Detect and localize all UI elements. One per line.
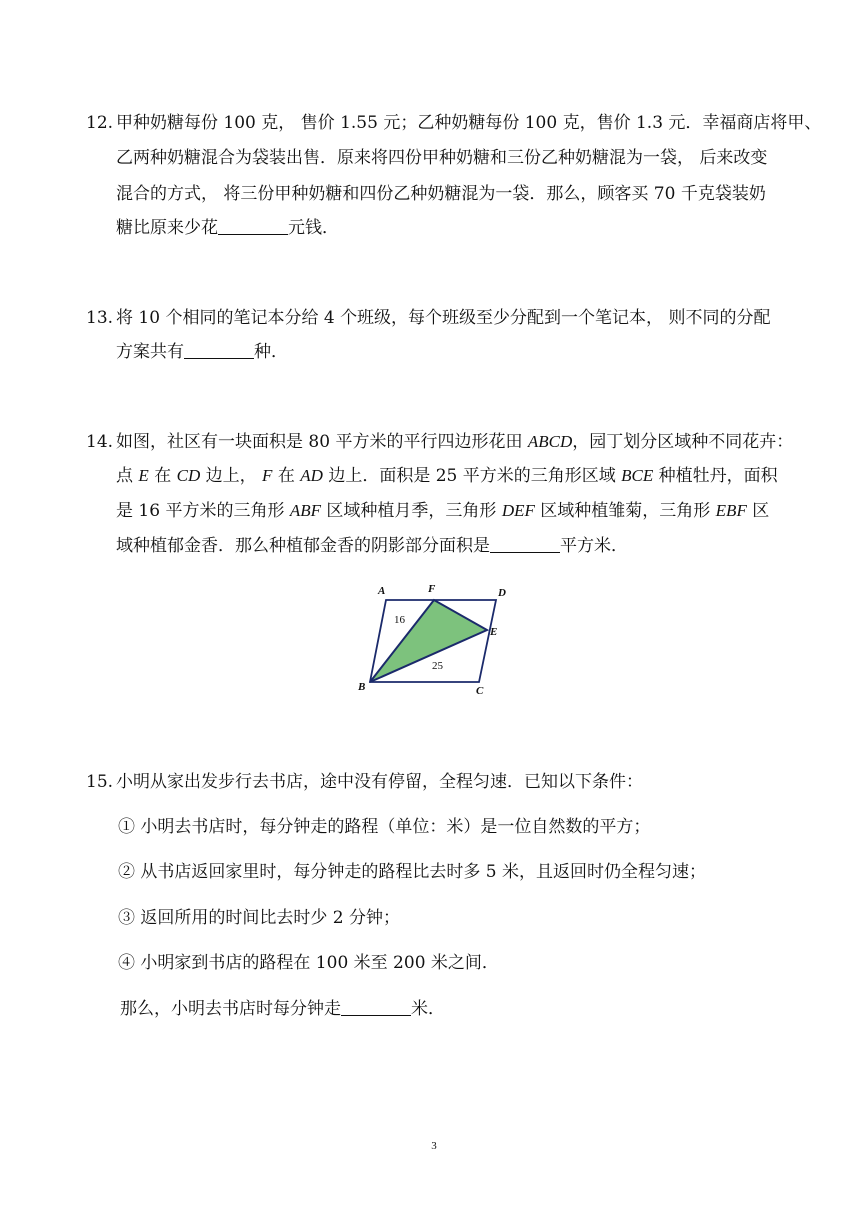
- text-fragment: 如图，社区有一块面积是 80 平方米的平行四边形花田: [116, 432, 528, 452]
- text-fragment: 域种植郁金香．那么种植郁金香的阴影部分面积是: [116, 536, 490, 556]
- condition-item: ② 从书店返回家里时，每分钟走的路程比去时多 5 米，且返回时仍全程匀速；: [118, 862, 707, 882]
- question-text-line: [116, 430, 793, 454]
- question-number: 14.: [86, 432, 114, 452]
- math-label: EBF: [715, 501, 747, 520]
- shaded-triangle-bef: [370, 600, 487, 682]
- text-fragment: 边上，: [200, 466, 263, 486]
- question-text-line: [116, 216, 339, 240]
- text-fragment: 边上．面积是 25 平方米的三角形区域: [322, 466, 622, 486]
- text-fragment: 方案共有: [116, 342, 184, 362]
- vertex-label-f: F: [428, 583, 436, 595]
- text-fragment: 区域种植雏菊，三角形: [534, 501, 716, 521]
- math-label: E: [138, 466, 149, 485]
- question-text-line: 乙两种奶糖混合为袋装出售．原来将四份甲种奶糖和三份乙种奶糖混为一袋， 后来改变: [116, 148, 768, 168]
- question-text-line: [116, 340, 288, 364]
- math-label: ABF: [289, 501, 321, 520]
- text-fragment: 米．: [411, 999, 445, 1019]
- answer-blank[interactable]: [184, 340, 254, 359]
- text-fragment: 元钱．: [288, 218, 339, 238]
- math-label: BCE: [621, 466, 654, 485]
- page-number: 3: [431, 1140, 437, 1152]
- question-text-line: [120, 997, 445, 1021]
- vertex-label-a: A: [378, 585, 386, 597]
- answer-blank[interactable]: [341, 997, 411, 1016]
- text-fragment: 种．: [254, 342, 288, 362]
- text-fragment: 区: [746, 501, 770, 521]
- text-fragment: ，园丁划分区域种不同花卉：: [572, 432, 794, 452]
- text-fragment: 种植牡丹，面积: [653, 466, 778, 486]
- parallelogram-diagram: [352, 578, 522, 700]
- text-fragment: 平方米．: [560, 536, 628, 556]
- text-fragment: 是 16 平方米的三角形: [116, 501, 290, 521]
- answer-blank[interactable]: [218, 216, 288, 235]
- question-text-line: 小明从家出发步行去书店，途中没有停留，全程匀速．已知以下条件：: [116, 772, 643, 792]
- text-fragment: 那么，小明去书店时每分钟走: [120, 999, 341, 1019]
- answer-blank[interactable]: [490, 534, 560, 553]
- condition-item: ③ 返回所用的时间比去时少 2 分钟；: [118, 908, 401, 928]
- math-label: DEF: [501, 501, 535, 520]
- question-text-line: 甲种奶糖每份 100 克， 售价 1.55 元；乙种奶糖每份 100 克，售价 1.3 元．幸福商店将甲、: [116, 113, 822, 133]
- math-label: ABCD: [527, 432, 573, 451]
- text-fragment: 糖比原来少花: [116, 218, 218, 238]
- question-text-line: [116, 499, 769, 523]
- text-fragment: 区域种植月季，三角形: [321, 501, 502, 521]
- area-label-abf: 16: [394, 614, 405, 626]
- condition-item: ① 小明去书店时，每分钟走的路程（单位：米）是一位自然数的平方；: [118, 817, 651, 837]
- math-label: F: [262, 466, 273, 485]
- text-fragment: 在: [148, 466, 177, 486]
- parallelogram-figure: [352, 578, 522, 700]
- question-text-line: 将 10 个相同的笔记本分给 4 个班级，每个班级至少分配到一个笔记本， 则不同的分配: [116, 308, 771, 328]
- question-number: 13.: [86, 308, 114, 328]
- vertex-label-e: E: [490, 626, 498, 638]
- question-number: 15.: [86, 772, 114, 792]
- math-label: AD: [300, 466, 323, 485]
- text-fragment: 点: [116, 466, 139, 486]
- vertex-label-b: B: [358, 681, 366, 693]
- question-text-line: [116, 534, 628, 558]
- question-text-line: [116, 464, 778, 488]
- question-text-line: 混合的方式， 将三份甲种奶糖和四份乙种奶糖混为一袋．那么，顾客买 70 千克袋装奶: [116, 184, 766, 204]
- question-number: 12.: [86, 113, 114, 133]
- vertex-label-d: D: [498, 587, 506, 599]
- area-label-bce: 25: [432, 660, 443, 672]
- vertex-label-c: C: [476, 685, 484, 697]
- math-label: CD: [176, 466, 201, 485]
- condition-item: ④ 小明家到书店的路程在 100 米至 200 米之间．: [118, 953, 499, 973]
- text-fragment: 在: [272, 466, 301, 486]
